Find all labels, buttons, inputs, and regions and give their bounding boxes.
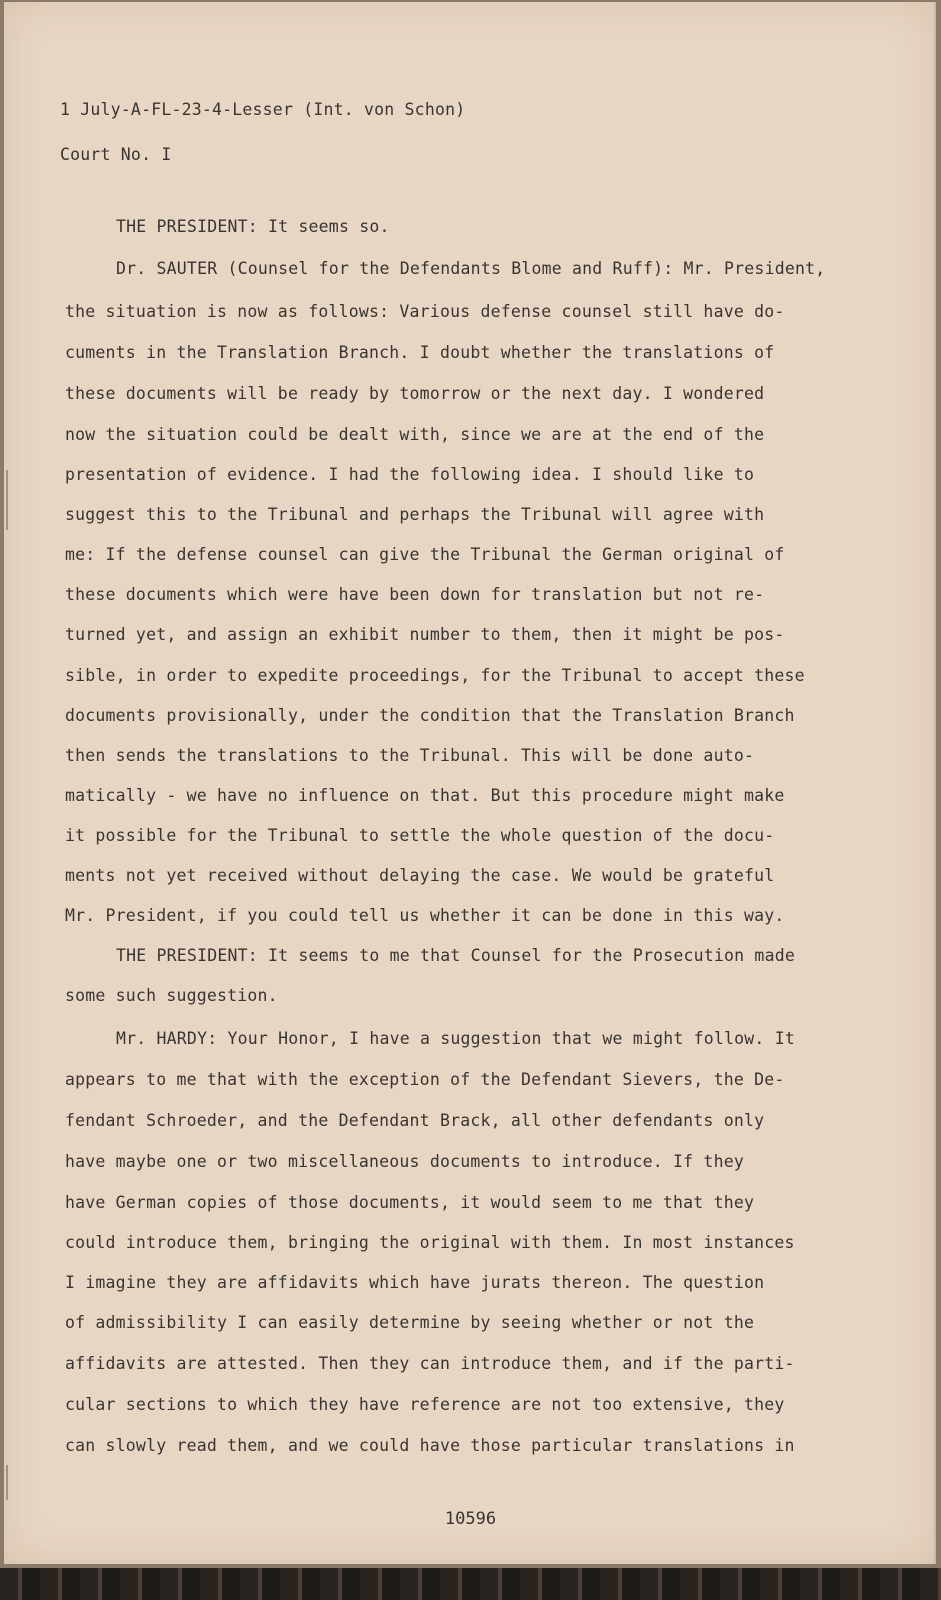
scan-edge-strip: [0, 1568, 941, 1600]
text-line: sible, in order to expedite proceedings, for the Tribunal to accept these: [65, 666, 805, 685]
text-line: the situation is now as follows: Various defense counsel still have do-: [65, 302, 785, 321]
text-line: cuments in the Translation Branch. I doubt whether the translations of: [65, 343, 775, 362]
text-line: I imagine they are affidavits which have jurats thereon. The question: [65, 1273, 765, 1292]
binding-mark: [6, 470, 8, 530]
text-line: can slowly read them, and we could have those particular translations in: [65, 1436, 795, 1455]
binding-mark: [6, 1465, 8, 1500]
text-line: appears to me that with the exception of the Defendant Sievers, the De-: [65, 1070, 785, 1089]
text-line: have maybe one or two miscellaneous documents to introduce. If they: [65, 1152, 744, 1171]
text-line: could introduce them, bringing the original with them. In most instances: [65, 1233, 795, 1252]
text-line: suggest this to the Tribunal and perhaps the Tribunal will agree with: [65, 505, 765, 524]
text-line: Mr. President, if you could tell us whether it can be done in this way.: [65, 906, 785, 925]
text-line: matically - we have no influence on that. But this procedure might make: [65, 786, 785, 805]
text-line: then sends the translations to the Tribunal. This will be done auto-: [65, 746, 755, 765]
text-line: fendant Schroeder, and the Defendant Brack, all other defendants only: [65, 1111, 765, 1130]
text-line: ments not yet received without delaying the case. We would be grateful: [65, 866, 775, 885]
text-line: cular sections to which they have reference are not too extensive, they: [65, 1395, 785, 1414]
text-line: some such suggestion.: [65, 986, 278, 1005]
text-line: presentation of evidence. I had the following idea. I should like to: [65, 465, 755, 484]
text-line: have German copies of those documents, it would seem to me that they: [65, 1193, 755, 1212]
text-line: affidavits are attested. Then they can introduce them, and if the parti-: [65, 1354, 795, 1373]
text-line: of admissibility I can easily determine by seeing whether or not the: [65, 1313, 755, 1332]
text-line: Mr. HARDY: Your Honor, I have a suggestion that we might follow. It: [116, 1029, 795, 1048]
court-number: Court No. I: [60, 145, 172, 164]
text-line: now the situation could be dealt with, since we are at the end of the: [65, 425, 765, 444]
text-line: THE PRESIDENT: It seems so.: [116, 217, 390, 236]
text-line: me: If the defense counsel can give the Tribunal the German original of: [65, 545, 785, 564]
text-line: Dr. SAUTER (Counsel for the Defendants Blome and Ruff): Mr. President,: [116, 259, 826, 278]
text-line: THE PRESIDENT: It seems to me that Counsel for the Prosecution made: [116, 946, 795, 965]
text-line: turned yet, and assign an exhibit number to them, then it might be pos-: [65, 625, 785, 644]
text-line: these documents which were have been down for translation but not re-: [65, 585, 765, 604]
document-reference: 1 July-A-FL-23-4-Lesser (Int. von Schon): [60, 100, 466, 119]
page-number: 10596: [444, 1509, 497, 1529]
text-line: these documents will be ready by tomorrow or the next day. I wondered: [65, 384, 765, 403]
text-line: it possible for the Tribunal to settle the whole question of the docu-: [65, 826, 775, 845]
text-line: documents provisionally, under the condition that the Translation Branch: [65, 706, 795, 725]
